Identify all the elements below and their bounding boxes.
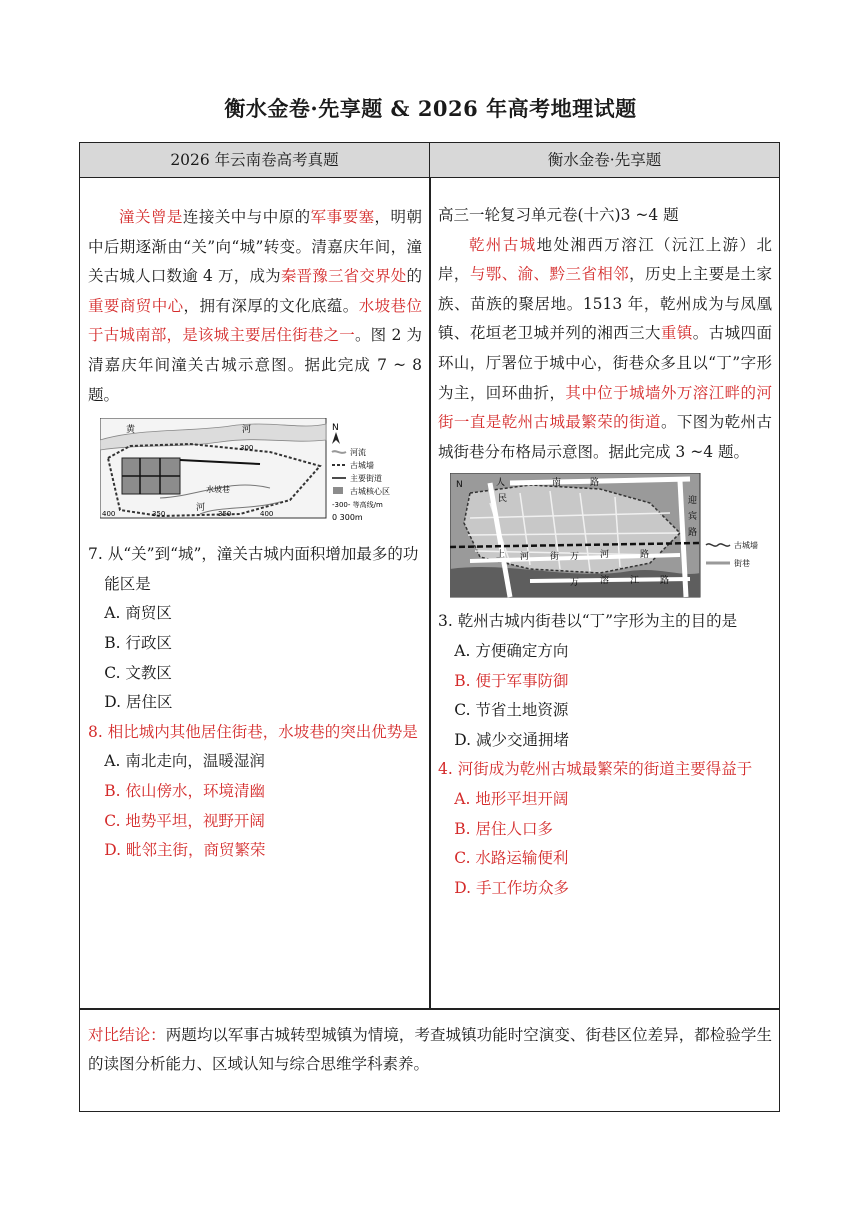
question-7-option: D. 居住区 [104,693,173,712]
comparison-conclusion [88,1021,772,1079]
street-label: 民 [498,494,508,505]
question-4-option: A. 地形平坦开阔 [454,789,569,808]
legend-contour: -300- 等高线/m [332,501,383,510]
passage-seg: 重镇 [660,324,693,343]
legend-street: 主要街道 [350,474,382,484]
conclusion-label: 对比结论： [88,1026,166,1044]
map-label: 水坡巷 [206,485,230,495]
street-label: 万 [570,578,580,589]
question-8-option: A. 南北走向，温暖湿润 [104,752,265,771]
question-3-option: A. 方便确定方向 [454,641,569,660]
passage-seg: 。古城四面环山，厅署位于城中心，街巷众多且以“丁”字形为主，回环曲折， [438,324,772,402]
question-4-option: D. 手工作坊众多 [454,878,569,897]
question-7-option: B. 行政区 [104,633,173,652]
street-label: 路 [640,550,650,561]
question-3-option: D. 减少交通拥堵 [454,730,569,749]
street-label: 江 [630,576,640,587]
question-8-stem: 8. 相比城内其他居住街巷，水坡巷的突出优势是 [88,722,418,741]
passage-seg: ，明朝中后期逐渐由“关”向“城”转变。清嘉庆年间，潼关古城人口数逾 4 万，成为 [88,208,422,286]
street-label: 宾 [688,512,698,523]
comparison-table [79,142,780,1112]
question-3-option: B. 便于军事防御 [454,671,569,690]
map-label: 400 [102,510,116,519]
map-label: 河 [242,425,252,436]
map-label: 河 [196,503,206,514]
tongguan-passage [88,203,422,410]
source-label: 高三一轮复习单元卷(十六)3 ~4 题 [438,206,679,224]
question-3-option: C. 节省土地资源 [454,701,569,720]
street-label: 溶 [600,576,610,587]
map-label: 黄 [126,425,136,436]
map-label: 300 [240,444,254,453]
passage-seg: 。图 2 为清嘉庆年间潼关古城示意图。据此完成 7 ~ 8 题。 [88,326,422,404]
qianzhou-passage [438,231,772,468]
map-label: 350 [218,510,232,519]
map-label: 350 [152,510,166,519]
passage-seg: 秦晋豫三省交界处 [280,267,407,286]
legend-wall: 古城墙 [350,461,374,471]
question-3-stem: 3. 乾州古城内街巷以“丁”字形为主的目的是 [438,612,738,631]
street-label: 街 [550,552,560,563]
street-label: 南 [552,478,562,489]
passage-seg: 军事要塞 [310,208,375,226]
street-label: 人 [496,478,506,489]
tongguan-map [100,418,434,536]
right-column-header: 衡水金卷·先享题 [430,143,779,178]
question-7-option: C. 文教区 [104,663,172,682]
question-4-stem: 4. 河街成为乾州古城最繁荣的街道主要得益于 [438,760,753,779]
passage-seg: 潼关曾是 [119,208,183,226]
passage-seg: 重要商贸中心 [88,296,184,315]
street-label: 万 [570,552,580,563]
north-arrow: N [456,480,463,491]
legend-wall: 古城墙 [734,541,758,551]
page-title: 衡水金卷·先享题 & 2026 年高考地理试题 [224,96,637,121]
passage-seg: 连接关中与中原的 [182,208,311,226]
passage-seg: 地处湘西万溶江（沅江上游）北岸， [438,235,772,284]
passage-seg: ，历史上主要是土家族、苗族的聚居地。1513 年，乾州成为与凤凰镇、花垣老卫城并列的湘西三大 [438,265,772,343]
passage-seg: 。下图为乾州古城街巷分布格局示意图。据此完成 3 ~4 题。 [438,413,772,461]
passage-seg: 的 [406,267,422,286]
question-4-option: C. 水路运输便利 [454,849,569,868]
street-label: 上 [496,550,506,561]
question-8-option: D. 毗邻主街，商贸繁荣 [104,841,266,860]
passage-seg: 乾州古城 [469,235,537,254]
street-label: 路 [660,576,670,587]
qianzhou-map [450,473,784,605]
legend-river: 河流 [350,448,366,458]
map-scale: 0 300m [332,513,363,523]
question-8-option: B. 依山傍水，环境清幽 [104,781,266,800]
north-arrow-icon [332,432,340,444]
question-7-stem: 7. 从“关”到“城”，潼关古城内面积增加最多的功能区是 [88,545,419,593]
passage-seg: ，拥有深厚的文化底蕴。 [183,296,359,315]
left-column [88,201,422,866]
street-label: 路 [590,478,600,489]
question-4-option: B. 居住人口多 [454,819,554,838]
left-column-header: 2026 年云南卷高考真题 [80,143,430,178]
north-arrow: N [332,423,339,434]
passage-seg: 水坡巷位于古城南部，是该城主要居住街巷之一 [88,296,422,345]
question-7-option: A. 商贸区 [104,604,172,623]
street-label: 河 [520,552,530,563]
legend-core: 古城核心区 [350,487,390,497]
legend-street: 街巷 [734,559,750,569]
passage-seg: 其中位于城墙外万溶江畔的河街一直是乾州古城最繁荣的街道 [438,383,772,432]
street-label: 河 [600,550,610,561]
passage-seg: 与鄂、渝、黔三省相邻 [469,265,630,284]
column-divider [429,178,431,1008]
conclusion-text: 两题均以军事古城转型城镇为情境，考查城镇功能时空演变、街巷区位差异，都检验学生的读图分析能力、区域认知与综合思维学科素养。 [88,1026,772,1073]
map-label: 400 [260,510,274,519]
row-divider [80,1008,780,1010]
street-label: 路 [688,528,698,539]
street-label: 迎 [688,496,698,507]
right-column [438,201,772,903]
question-8-option: C. 地势平坦，视野开阔 [104,811,265,830]
